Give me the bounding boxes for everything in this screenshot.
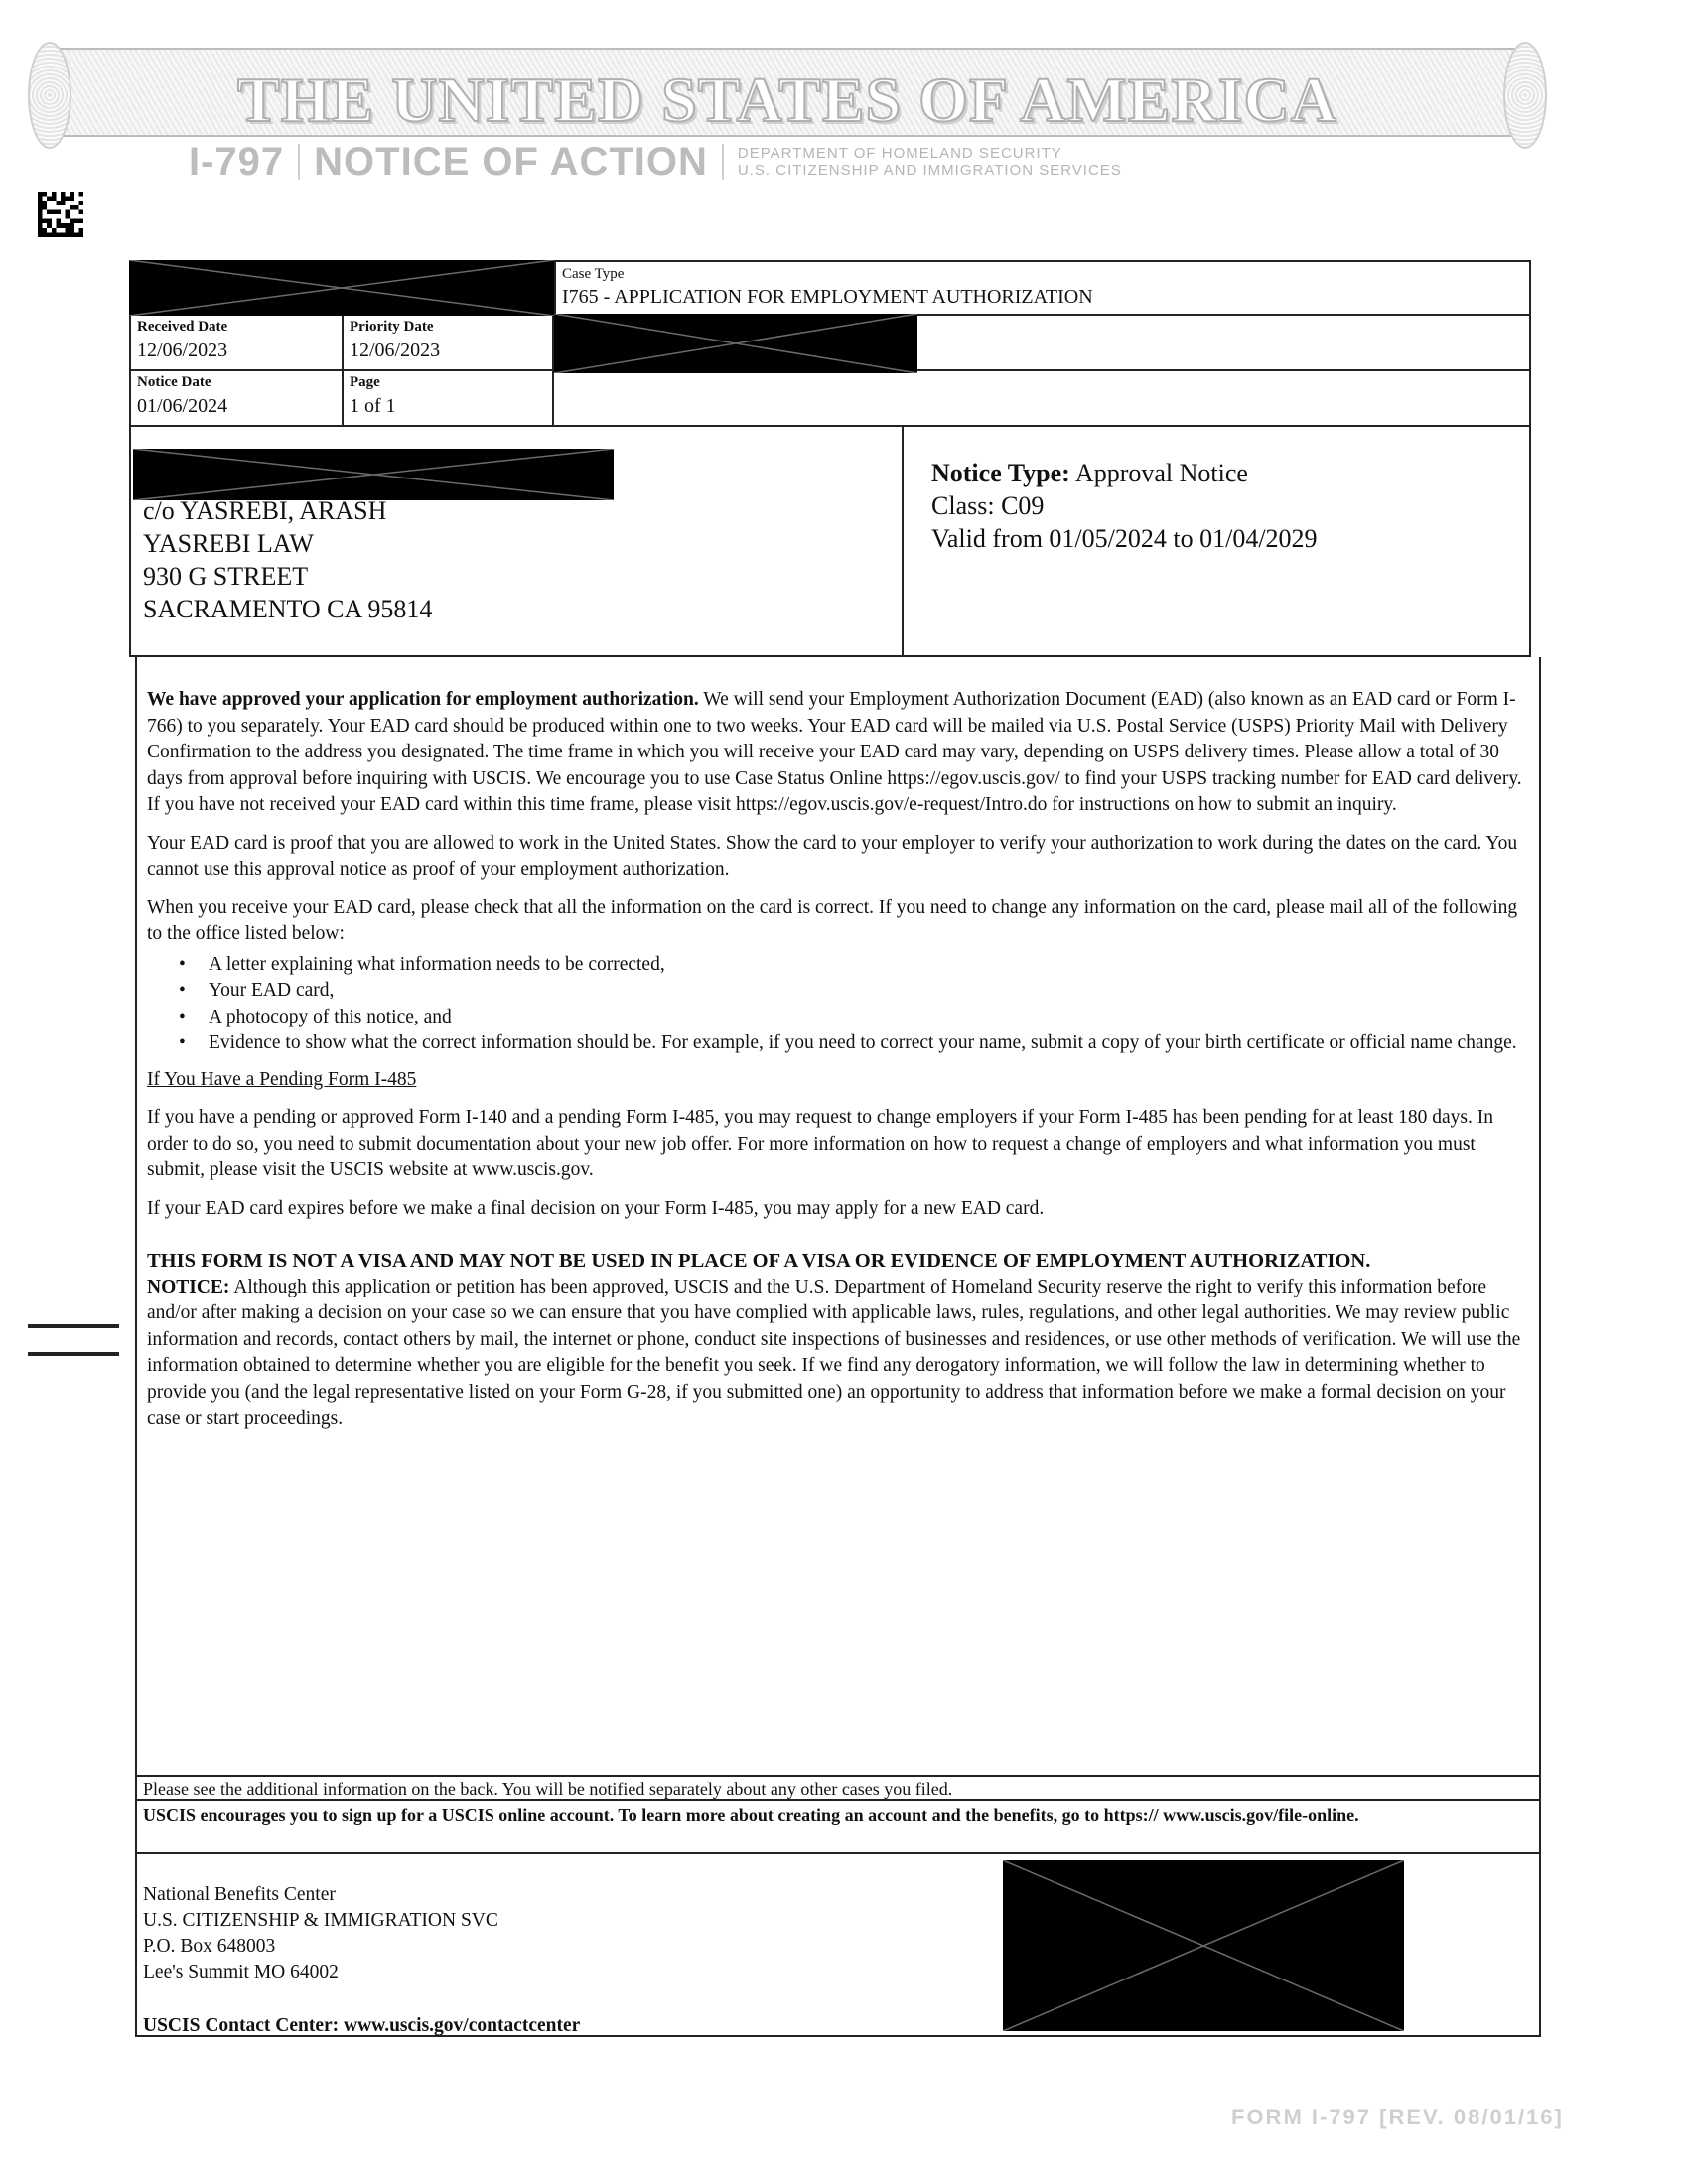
contact-center: USCIS Contact Center: www.uscis.gov/contactcenter (143, 2015, 581, 2036)
case-info-table (129, 260, 1531, 657)
agency-name (738, 145, 1122, 179)
i485-heading: If You Have a Pending Form I-485 (147, 1068, 417, 1090)
notice-date-value: 01/06/2024 (137, 395, 228, 417)
office-line: P.O. Box 648003 (143, 1936, 276, 1957)
redaction-box (129, 260, 554, 316)
page-cell (344, 371, 554, 427)
notice-label: NOTICE: (147, 1276, 230, 1297)
beneficiary-cell (554, 316, 1529, 371)
banner-title: THE UNITED STATES OF AMERICA (237, 65, 1337, 135)
empty-cell (554, 371, 1529, 427)
form-title: NOTICE OF ACTION (314, 139, 708, 184)
office-line: Lee's Summit MO 64002 (143, 1962, 339, 1982)
online-account-note: USCIS encourages you to sign up for a USCIS online account. To learn more about creating an account and the benefits, go to https:// www.uscis.gov/file-online. (135, 1799, 1541, 1854)
office-line: U.S. CITIZENSHIP & IMMIGRATION SVC (143, 1910, 498, 1931)
validity-line: Valid from 01/05/2024 to 01/04/2029 (931, 524, 1318, 553)
approval-paragraph (147, 687, 1531, 819)
list-item: • A photocopy of this notice, and (179, 1005, 1531, 1031)
notice-type-cell (904, 427, 1529, 657)
street-line: 930 G STREET (143, 562, 309, 591)
approval-lead: We have approved your application for employment authorization. (147, 689, 699, 710)
care-of-line: c/o YASREBI, ARASH (143, 496, 387, 525)
agency-line-2: U.S. CITIZENSHIP AND IMMIGRATION SERVICES (737, 162, 1122, 179)
list-item: • A letter explaining what information needs to be corrected, (179, 952, 1531, 979)
office-line: National Benefits Center (143, 1884, 336, 1905)
city-state-zip-line: SACRAMENTO CA 95814 (143, 595, 433, 623)
ead-proof-paragraph: Your EAD card is proof that you are allowed to work in the United States. Show the card to your employer to verify your authorization to work during the dates on the card. You cannot use this approval notice as proof of your employment authorization. (147, 832, 1518, 880)
margin-marks (28, 1324, 119, 1380)
additional-info-note: Please see the additional information on the back. You will be notified separately about any other cases you filed. (135, 1775, 1541, 1801)
received-date-cell (131, 316, 344, 371)
list-item: • Evidence to show what the correct information should be. For example, if you need to correct your name, submit a copy of your birth certificate or official name change. (179, 1030, 1531, 1057)
not-a-visa-warning: THIS FORM IS NOT A VISA AND MAY NOT BE USED IN PLACE OF A VISA OR EVIDENCE OF EMPLOYMENT AUTHORIZATION. (147, 1250, 1371, 1272)
form-number: I-797 (189, 139, 285, 184)
header-banner (58, 48, 1517, 137)
notice-type-value: Approval Notice (1074, 459, 1248, 487)
notice-type-line (931, 457, 1529, 489)
list-item: • Your EAD card, (179, 978, 1531, 1005)
class-line: Class: C09 (931, 491, 1045, 520)
priority-date-label: Priority Date (350, 319, 434, 335)
i485-paragraph: If you have a pending or approved Form I-140 and a pending Form I-485, you may request to change employers if your Form I-485 has been pending for at least 180 days. In order to do so, you need to submit documentation about your new job offer. For more information on how to request a change of employers and what information you must submit, please visit the USCIS website at www.uscis.gov. (147, 1107, 1493, 1180)
correction-list (179, 952, 1531, 1057)
agency-line-1: DEPARTMENT OF HOMELAND SECURITY (737, 145, 1062, 162)
verification-notice (147, 1275, 1531, 1433)
redaction-box (554, 314, 917, 373)
receipt-number-cell (129, 260, 554, 316)
priority-date-cell (344, 316, 554, 371)
notice-text: Although this application or petition has been approved, USCIS and the U.S. Department of Homeland Security reserve the right to verify this information before and/or after making a decision on your case so we can ensure that you have complied with applicable laws, rules, regulations, and other legal authorities. We may review public information and records, contact others by mail, the internet or phone, conduct site inspections of businesses and residences, or use other methods of verification. We will use the information obtained to determine whether you are eligible for the benefit you seek. If we find any derogatory information, we will follow the law in determining whether to provide you (and the legal representative listed on your Form G-28, if you submitted one) an opportunity to address that information before we make a formal decision on your case or start proceedings. (147, 1276, 1521, 1429)
ead-expiry-paragraph: If your EAD card expires before we make a final decision on your Form I-485, you may apply for a new EAD card. (147, 1197, 1045, 1219)
received-date-label: Received Date (137, 319, 228, 335)
page-value: 1 of 1 (350, 395, 396, 417)
form-revision: FORM I-797 [REV. 08/01/16] (1231, 2105, 1564, 2129)
datamatrix-barcode-icon (36, 192, 85, 237)
redaction-box (1003, 1860, 1404, 2031)
approval-text: We will send your Employment Authorization Document (EAD) (also known as an EAD card or Form I-766) to you separately. Your EAD card should be produced within one to two weeks. Your EAD card will be mailed via U.S. Postal Service (USPS) Priority Mail with Delivery Confirmation to the address you designated. The time frame in which you will receive your EAD card may vary, depending on USPS delivery times. Please allow a total of 30 days from approval before inquiring with USCIS. We encourage you to use Case Status Online https://egov.uscis.gov/ to find your USPS tracking number for EAD card delivery. If you have not received your EAD card within this time frame, please visit https://egov.uscis.gov/e-request/Intro.do for instructions on how to submit an inquiry. (147, 689, 1522, 815)
redaction-box (133, 449, 614, 500)
case-type-value: I765 - APPLICATION FOR EMPLOYMENT AUTHORIZATION (562, 286, 1093, 308)
case-type-cell (554, 260, 1529, 316)
firm-line: YASREBI LAW (143, 529, 314, 558)
recipient-address-cell (131, 427, 904, 657)
priority-date-value: 12/06/2023 (350, 340, 441, 361)
notice-body (135, 657, 1541, 1777)
margin-line (28, 1324, 119, 1328)
divider (722, 144, 724, 180)
page-label: Page (350, 374, 380, 390)
received-date-value: 12/06/2023 (137, 340, 228, 361)
recipient-address (143, 494, 432, 625)
office-address-block (135, 1852, 1541, 2037)
margin-line (28, 1352, 119, 1356)
notice-type-label: Notice Type: (931, 459, 1070, 487)
notice-date-cell (131, 371, 344, 427)
case-type-label: Case Type (562, 266, 625, 282)
correction-paragraph: When you receive your EAD card, please check that all the information on the card is correct. If you need to change any information on the card, please mail all of the following to the office listed below: (147, 896, 1518, 944)
divider (298, 144, 300, 180)
notice-date-label: Notice Date (137, 374, 211, 390)
form-subheader (189, 139, 1122, 185)
